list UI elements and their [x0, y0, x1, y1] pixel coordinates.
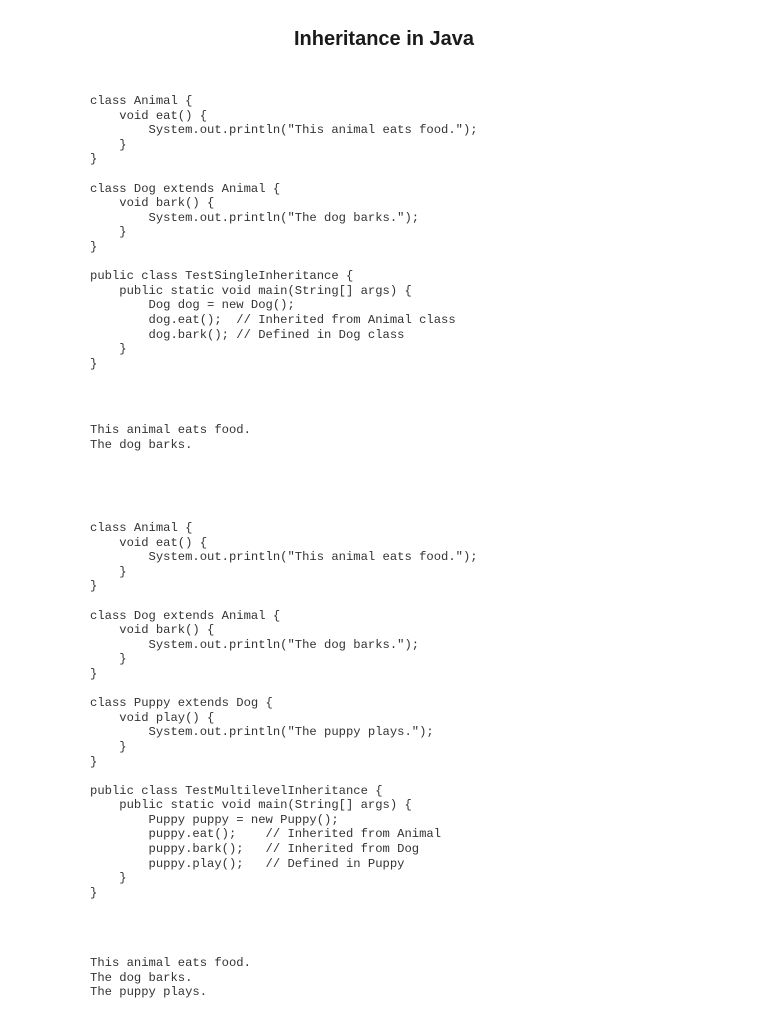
single-inheritance-code-block: class Animal { void eat() { System.out.println("This animal eats food."); } } class Dog extends Animal { void bark() { System.out.println("The dog barks."); } } public class TestSingleInheritance { public static void main(String[] args) { Dog dog = new Dog(); dog.eat(); // Inherited from Animal class dog.bark(); // Defined in Dog class } }	[90, 94, 478, 371]
document-title: Inheritance in Java	[293, 28, 475, 50]
single-inheritance-output-block: This animal eats food. The dog barks.	[90, 423, 251, 452]
multilevel-inheritance-output-block: This animal eats food. The dog barks. The puppy plays.	[90, 956, 251, 1000]
multilevel-inheritance-code-block: class Animal { void eat() { System.out.println("This animal eats food."); } } class Dog extends Animal { void bark() { System.out.println("The dog barks."); } } class Puppy extends Dog { void play() { System.out.println("The puppy plays."); } } public class TestMultilevelInheritance { public static void main(String[] args) { Puppy puppy = new Puppy(); puppy.eat(); // Inherited from Animal puppy.bark(); // Inherited from Dog puppy.play(); // Defined in Puppy } }	[90, 521, 478, 900]
